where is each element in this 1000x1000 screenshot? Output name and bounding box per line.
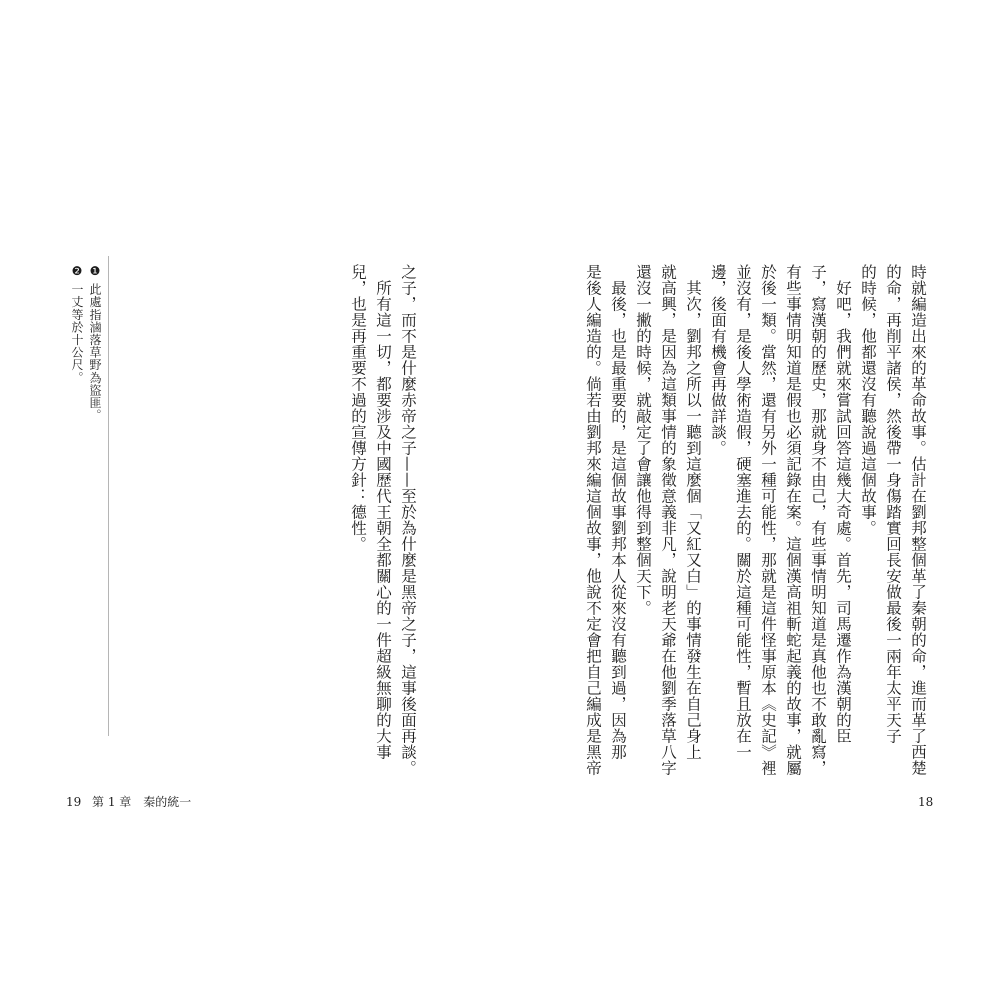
footnote-divider bbox=[108, 256, 109, 736]
running-header: 第 1 章 秦的統一 bbox=[92, 795, 192, 809]
right-page-line-11: 就高興，是因為這類事情的象徵意義非凡，說明老天爺在他劉季落草八字 bbox=[659, 264, 677, 776]
right-page-line-2: 的命，再削平諸侯，然後帶一身傷踏實回長安做最後一兩年太平天子 bbox=[884, 264, 902, 744]
footnote-1: ❶ 此處指滷落草野為盜匪。 bbox=[88, 264, 102, 422]
right-page-line-13: 最後，也是最重要的，是這個故事劉邦本人從來沒有聽到過，因為那 bbox=[609, 264, 627, 760]
right-page-line-10: 其次，劉邦之所以一聽到這麼個「又紅又白」的事情發生在自己身上 bbox=[684, 264, 702, 760]
right-page-line-5: 子，寫漢朝的歷史，那就身不由己，有些事情明知道是真他也不敢亂寫， bbox=[809, 264, 827, 776]
footnote-2: ❷ 一丈等於十公尺。 bbox=[70, 264, 84, 384]
right-page-line-9: 邊，後面有機會再做詳談。 bbox=[709, 264, 727, 456]
right-page-line-14: 是後人編造的。倘若由劉邦來編這個故事，他說不定會把自己編成是黑帝 bbox=[584, 264, 602, 776]
left-page-line-3: 兒，也是再重要不過的宣傳方針：德性。 bbox=[349, 264, 367, 552]
right-page-line-7: 於後一類。當然，還有另外一種可能性，那就是這件怪事原本《史記》裡 bbox=[759, 264, 777, 776]
left-page-number: 19 bbox=[66, 795, 82, 809]
right-page-line-4: 好吧，我們就來嘗試回答這幾大奇處。首先，司馬遷作為漢朝的臣 bbox=[834, 264, 852, 744]
right-page-line-8: 並沒有，是後人學術造假，硬塞進去的。關於這種可能性，暫且放在一 bbox=[734, 264, 752, 760]
left-page-line-2: 所有這一切，都要涉及中國歷代王朝全都關心的一件超級無聊的大事 bbox=[374, 264, 392, 760]
right-page-number: 18 bbox=[918, 795, 934, 809]
right-page-line-6: 有些事情明知道是假也必須記錄在案。這個漢高祖斬蛇起義的故事，就屬 bbox=[784, 264, 802, 776]
right-page-line-1: 時就編造出來的革命故事。估計在劉邦整個革了秦朝的命，進而革了西楚 bbox=[909, 264, 927, 776]
right-page-line-3: 的時候，他都還沒有聽說過這個故事。 bbox=[859, 264, 877, 536]
left-page-line-1: 之子，而不是什麼赤帝之子——至於為什麼是黑帝之子，這事後面再談。 bbox=[399, 264, 417, 776]
right-page-line-12: 還沒一撇的時候，就敲定了會讓他得到整個天下。 bbox=[634, 264, 652, 616]
